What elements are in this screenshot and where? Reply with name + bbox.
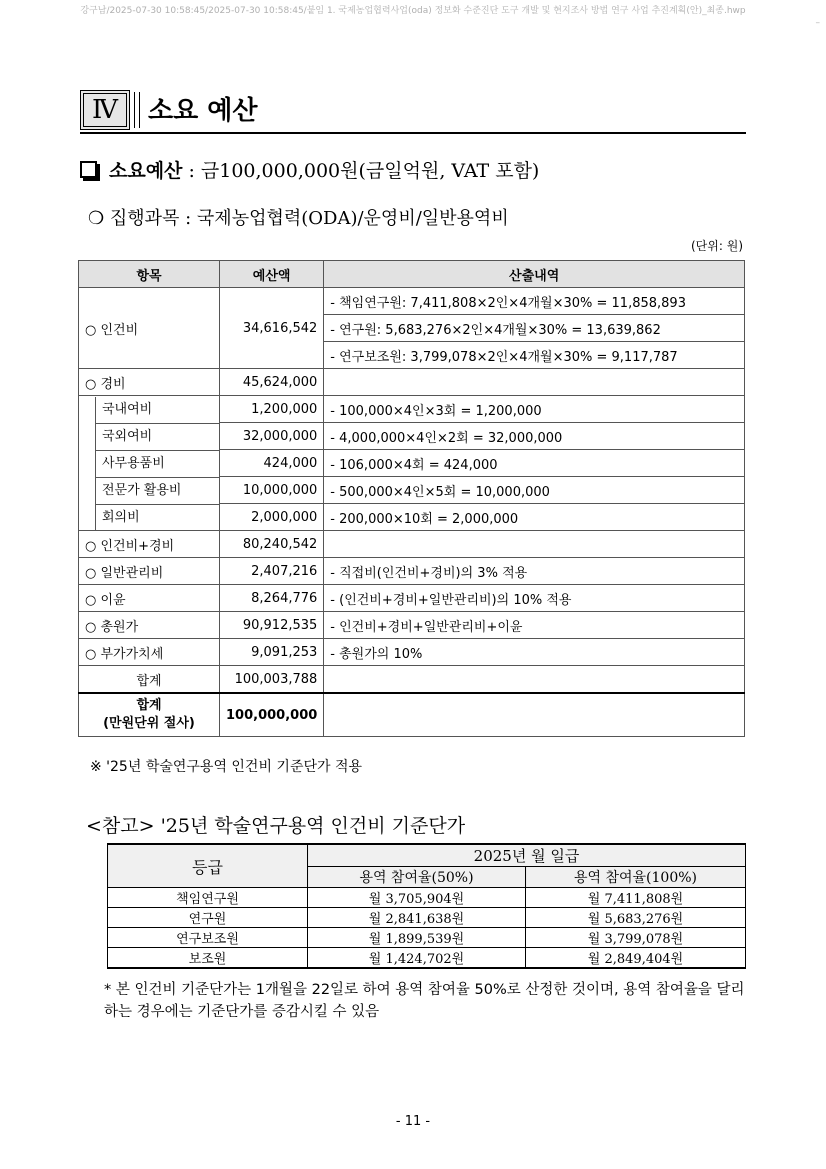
final-label (79, 693, 220, 737)
expense-amount: 45,624,000 (220, 369, 324, 396)
summary-detail: - 인건비+경비+일반관리비+이윤 (324, 612, 745, 639)
summary-label: ○ 인건비+경비 (79, 531, 220, 558)
ref-value-100: 월 2,849,404원 (526, 948, 746, 969)
unit-label: (단위: 원) (691, 239, 743, 253)
table-row (108, 948, 746, 969)
expense-item-label: 국내여비 (96, 397, 219, 424)
table-row (108, 888, 746, 908)
table-row (79, 585, 745, 612)
ref-col-50: 용역 참여율(50%) (308, 867, 526, 888)
table-row-total (79, 666, 745, 694)
expense-label: ○ 경비 (79, 369, 220, 396)
ref-grade: 연구보조원 (108, 928, 308, 948)
ref-value-50: 월 2,841,638원 (308, 908, 526, 928)
table-row (79, 288, 745, 315)
checkbox-bullet-icon (80, 161, 97, 178)
section-number-box (80, 90, 130, 130)
expense-item-amount: 32,000,000 (220, 423, 324, 450)
budget-line (80, 156, 539, 183)
final-label-line1: 합계 (136, 698, 162, 713)
footnote: * 본 인건비 기준단가는 1개월을 22일로 하여 용역 참여율 50%로 산정한 것이며, 용역 참여율을 달리하는 경우에는 기준단가를 증감시킬 수 있음 (104, 982, 745, 1020)
expense-detail (324, 369, 745, 396)
personnel-label: ○ 인건비 (79, 288, 220, 369)
personnel-detail: - 연구원: 5,683,276×2인×4개월×30% = 13,639,862 (324, 315, 745, 342)
ref-col-100: 용역 참여율(100%) (526, 867, 746, 888)
reference-title: <참고> '25년 학술연구용역 인건비 기준단가 (86, 815, 466, 837)
expense-item-detail: - 106,000×4회 = 424,000 (324, 450, 745, 477)
total-amount: 100,003,788 (220, 666, 324, 694)
expense-item-label: 사무용품비 (96, 451, 219, 478)
ref-header-row (108, 844, 746, 867)
table-row (79, 369, 745, 396)
table-row (79, 396, 745, 423)
table-row (79, 558, 745, 585)
expense-item-detail: - 200,000×10회 = 2,000,000 (324, 504, 745, 531)
header-amount: 예산액 (220, 261, 324, 288)
table-row (79, 639, 745, 666)
summary-label: ○ 이윤 (79, 585, 220, 612)
summary-detail: - 총원가의 10% (324, 639, 745, 666)
expense-item-detail: - 100,000×4인×3회 = 1,200,000 (324, 396, 745, 423)
personnel-detail: - 연구보조원: 3,799,078×2인×4개월×30% = 9,117,787 (324, 342, 745, 369)
final-detail (324, 693, 745, 737)
reference-table (107, 843, 746, 969)
summary-amount: 90,912,535 (220, 612, 324, 639)
section-divider (134, 92, 140, 128)
table-row (108, 928, 746, 948)
table-row-final (79, 693, 745, 737)
ref-grade: 연구원 (108, 908, 308, 928)
ref-value-50: 월 1,899,539원 (308, 928, 526, 948)
personnel-amount: 34,616,542 (220, 288, 324, 369)
summary-label: ○ 부가가치세 (79, 639, 220, 666)
expense-item-amount: 10,000,000 (220, 477, 324, 504)
final-label-line2: (만원단위 절사) (103, 716, 195, 731)
expense-item-amount: 424,000 (220, 450, 324, 477)
header-detail: 산출내역 (324, 261, 745, 288)
expense-item-detail: - 4,000,000×4인×2회 = 32,000,000 (324, 423, 745, 450)
section-heading (80, 90, 746, 134)
budget-table (78, 260, 745, 737)
section-title: 소요 예산 (148, 96, 258, 126)
expense-item-detail: - 500,000×4인×5회 = 10,000,000 (324, 477, 745, 504)
header-item: 항목 (79, 261, 220, 288)
account-line: ❍ 집행과목 : 국제농업협력(ODA)/운영비/일반용역비 (88, 208, 509, 229)
summary-amount: 9,091,253 (220, 639, 324, 666)
expense-item-label: 국외여비 (96, 424, 219, 451)
table-row (108, 908, 746, 928)
final-amount: 100,000,000 (220, 693, 324, 737)
expense-item-label: 전문가 활용비 (96, 478, 219, 505)
ref-value-50: 월 1,424,702원 (308, 948, 526, 969)
ref-grade-header: 등급 (108, 844, 308, 888)
file-path-header: 강구남/2025-07-30 10:58:45/2025-07-30 10:58:45/붙임 1. 국제농업협력사업(oda) 정보화 수준진단 도구 개발 및 현지조사 방법 연구 사업 추진계획(안)_최종.hwp (80, 6, 746, 16)
ref-grade: 보조원 (108, 948, 308, 969)
ref-group-header: 2025년 월 일급 (308, 844, 746, 867)
ref-value-100: 월 7,411,808원 (526, 888, 746, 908)
summary-detail: - 직접비(인건비+경비)의 3% 적용 (324, 558, 745, 585)
total-label: 합계 (79, 666, 220, 694)
summary-amount: 8,264,776 (220, 585, 324, 612)
summary-amount: 2,407,216 (220, 558, 324, 585)
ref-value-100: 월 3,799,078원 (526, 928, 746, 948)
expense-item-amount: 1,200,000 (220, 396, 324, 423)
summary-amount: 80,240,542 (220, 531, 324, 558)
expense-item-amount: 2,000,000 (220, 504, 324, 531)
section-number: Ⅳ (92, 95, 118, 125)
expense-item-label: 회의비 (102, 509, 140, 525)
summary-label: ○ 총원가 (79, 612, 220, 639)
budget-label: 소요예산 (109, 160, 183, 182)
table-header-row (79, 261, 745, 288)
budget-text: : 금100,000,000원(금일억원, VAT 포함) (182, 160, 540, 182)
personnel-detail: - 책임연구원: 7,411,808×2인×4개월×30% = 11,858,893 (324, 288, 745, 315)
page-number: - 11 - (395, 1114, 431, 1129)
rate-note: ※ '25년 학술연구용역 인건비 기준단가 적용 (90, 759, 363, 775)
header-mark: – (815, 18, 820, 28)
ref-grade: 책임연구원 (108, 888, 308, 908)
summary-label: ○ 일반관리비 (79, 558, 220, 585)
ref-value-100: 월 5,683,276원 (526, 908, 746, 928)
summary-detail (324, 531, 745, 558)
table-row (79, 531, 745, 558)
total-detail (324, 666, 745, 694)
expense-subitems-cell (79, 396, 220, 531)
summary-detail: - (인건비+경비+일반관리비)의 10% 적용 (324, 585, 745, 612)
ref-value-50: 월 3,705,904원 (308, 888, 526, 908)
table-row (79, 612, 745, 639)
